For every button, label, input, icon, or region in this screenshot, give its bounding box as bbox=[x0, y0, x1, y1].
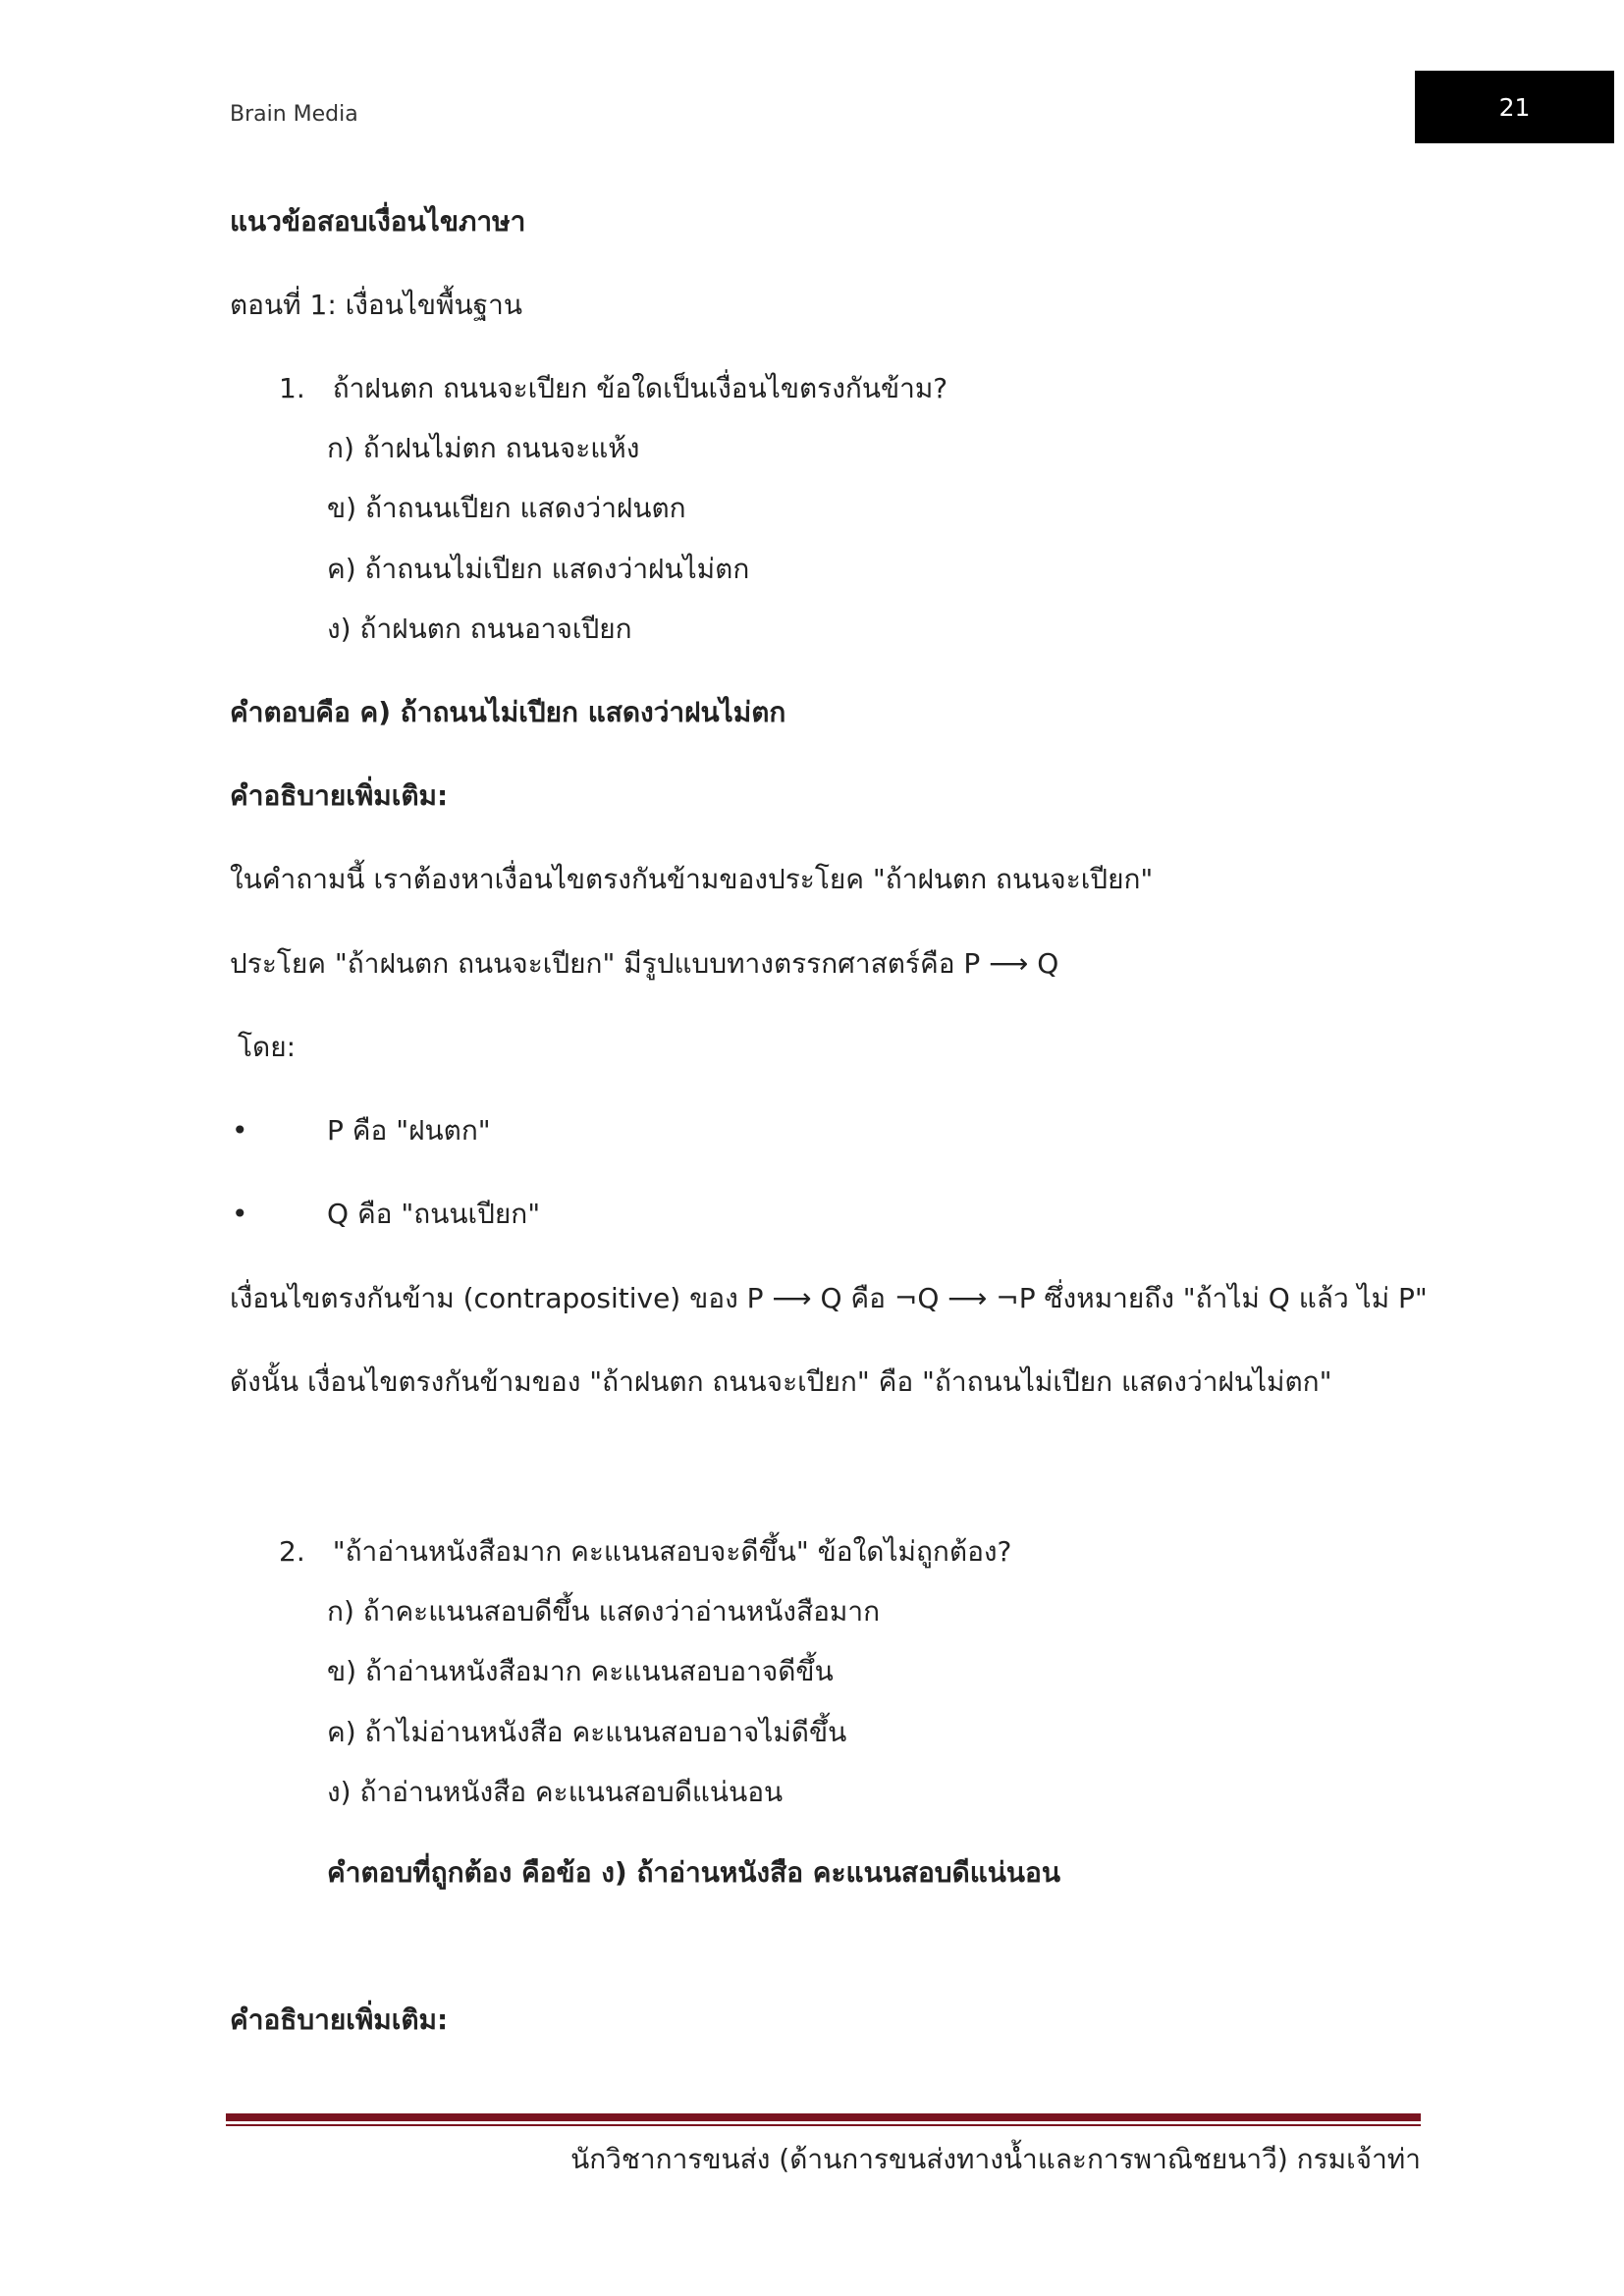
bullet-dot-icon: • bbox=[232, 1198, 248, 1230]
question-2: 2. "ถ้าอ่านหนังสือมาก คะแนนสอบจะดีขึ้น" ข้อใดไม่ถูกต้อง? bbox=[279, 1535, 1012, 1568]
document-title: แนวข้อสอบเงื่อนไขภาษา bbox=[230, 205, 526, 238]
q1-choice-b: ข) ถ้าถนนเปียก แสดงว่าฝนตก bbox=[327, 492, 686, 524]
footer-text: นักวิชาการขนส่ง (ด้านการขนส่งทางน้ำและการพาณิชยนาวี) กรมเจ้าท่า bbox=[570, 2143, 1421, 2175]
q1-choice-d: ง) ถ้าฝนตก ถนนอาจเปียก bbox=[327, 613, 632, 645]
q1-bullet-2: Q คือ "ถนนเปียก" bbox=[327, 1198, 541, 1230]
q2-explanation-heading: คำอธิบายเพิ่มเติม: bbox=[230, 2003, 449, 2036]
page-number-box bbox=[1415, 71, 1614, 143]
footer-rule bbox=[226, 2113, 1421, 2121]
q2-choice-d: ง) ถ้าอ่านหนังสือ คะแนนสอบดีแน่นอน bbox=[327, 1776, 784, 1808]
bullet-dot-icon: • bbox=[232, 1114, 248, 1147]
q1-explanation-line-3: โดย: bbox=[238, 1031, 297, 1063]
brand-name: Brain Media bbox=[230, 102, 358, 127]
q1-conclusion-line-2: ดังนั้น เงื่อนไขตรงกันข้ามของ "ถ้าฝนตก ถนนจะเปียก" คือ "ถ้าถนนไม่เปียก แสดงว่าฝนไม่ตก" bbox=[230, 1365, 1332, 1398]
q1-choice-c: ค) ถ้าถนนไม่เปียก แสดงว่าฝนไม่ตก bbox=[327, 553, 750, 585]
q1-bullet-1: P คือ "ฝนตก" bbox=[327, 1114, 491, 1147]
q1-conclusion-line-1: เงื่อนไขตรงกันข้าม (contrapositive) ของ P ⟶ Q คือ ¬Q ⟶ ¬P ซึ่งหมายถึง "ถ้าไม่ Q แล้ว ไม่ P" bbox=[230, 1282, 1428, 1314]
q1-explanation-line-1: ในคำถามนี้ เราต้องหาเงื่อนไขตรงกันข้ามของประโยค "ถ้าฝนตก ถนนจะเปียก" bbox=[230, 863, 1154, 895]
page-number: 21 bbox=[1498, 92, 1531, 122]
q1-explanation-heading: คำอธิบายเพิ่มเติม: bbox=[230, 779, 449, 812]
q2-choice-a: ก) ถ้าคะแนนสอบดีขึ้น แสดงว่าอ่านหนังสือมาก bbox=[327, 1595, 881, 1628]
q2-answer: คำตอบที่ถูกต้อง คือข้อ ง) ถ้าอ่านหนังสือ คะแนนสอบดีแน่นอน bbox=[327, 1856, 1061, 1889]
question-1: 1. ถ้าฝนตก ถนนจะเปียก ข้อใดเป็นเงื่อนไขตรงกันข้าม? bbox=[279, 372, 948, 404]
q2-choice-b: ข) ถ้าอ่านหนังสือมาก คะแนนสอบอาจดีขึ้น bbox=[327, 1655, 834, 1687]
section-heading: ตอนที่ 1: เงื่อนไขพื้นฐาน bbox=[230, 289, 522, 321]
footer-rule-thin bbox=[226, 2124, 1421, 2126]
q1-explanation-line-2: ประโยค "ถ้าฝนตก ถนนจะเปียก" มีรูปแบบทางตรรกศาสตร์คือ P ⟶ Q bbox=[230, 947, 1059, 980]
q1-choice-a: ก) ถ้าฝนไม่ตก ถนนจะแห้ง bbox=[327, 432, 640, 464]
q1-answer: คำตอบคือ ค) ถ้าถนนไม่เปียก แสดงว่าฝนไม่ตก bbox=[230, 696, 786, 728]
q2-choice-c: ค) ถ้าไม่อ่านหนังสือ คะแนนสอบอาจไม่ดีขึ้น bbox=[327, 1716, 847, 1748]
